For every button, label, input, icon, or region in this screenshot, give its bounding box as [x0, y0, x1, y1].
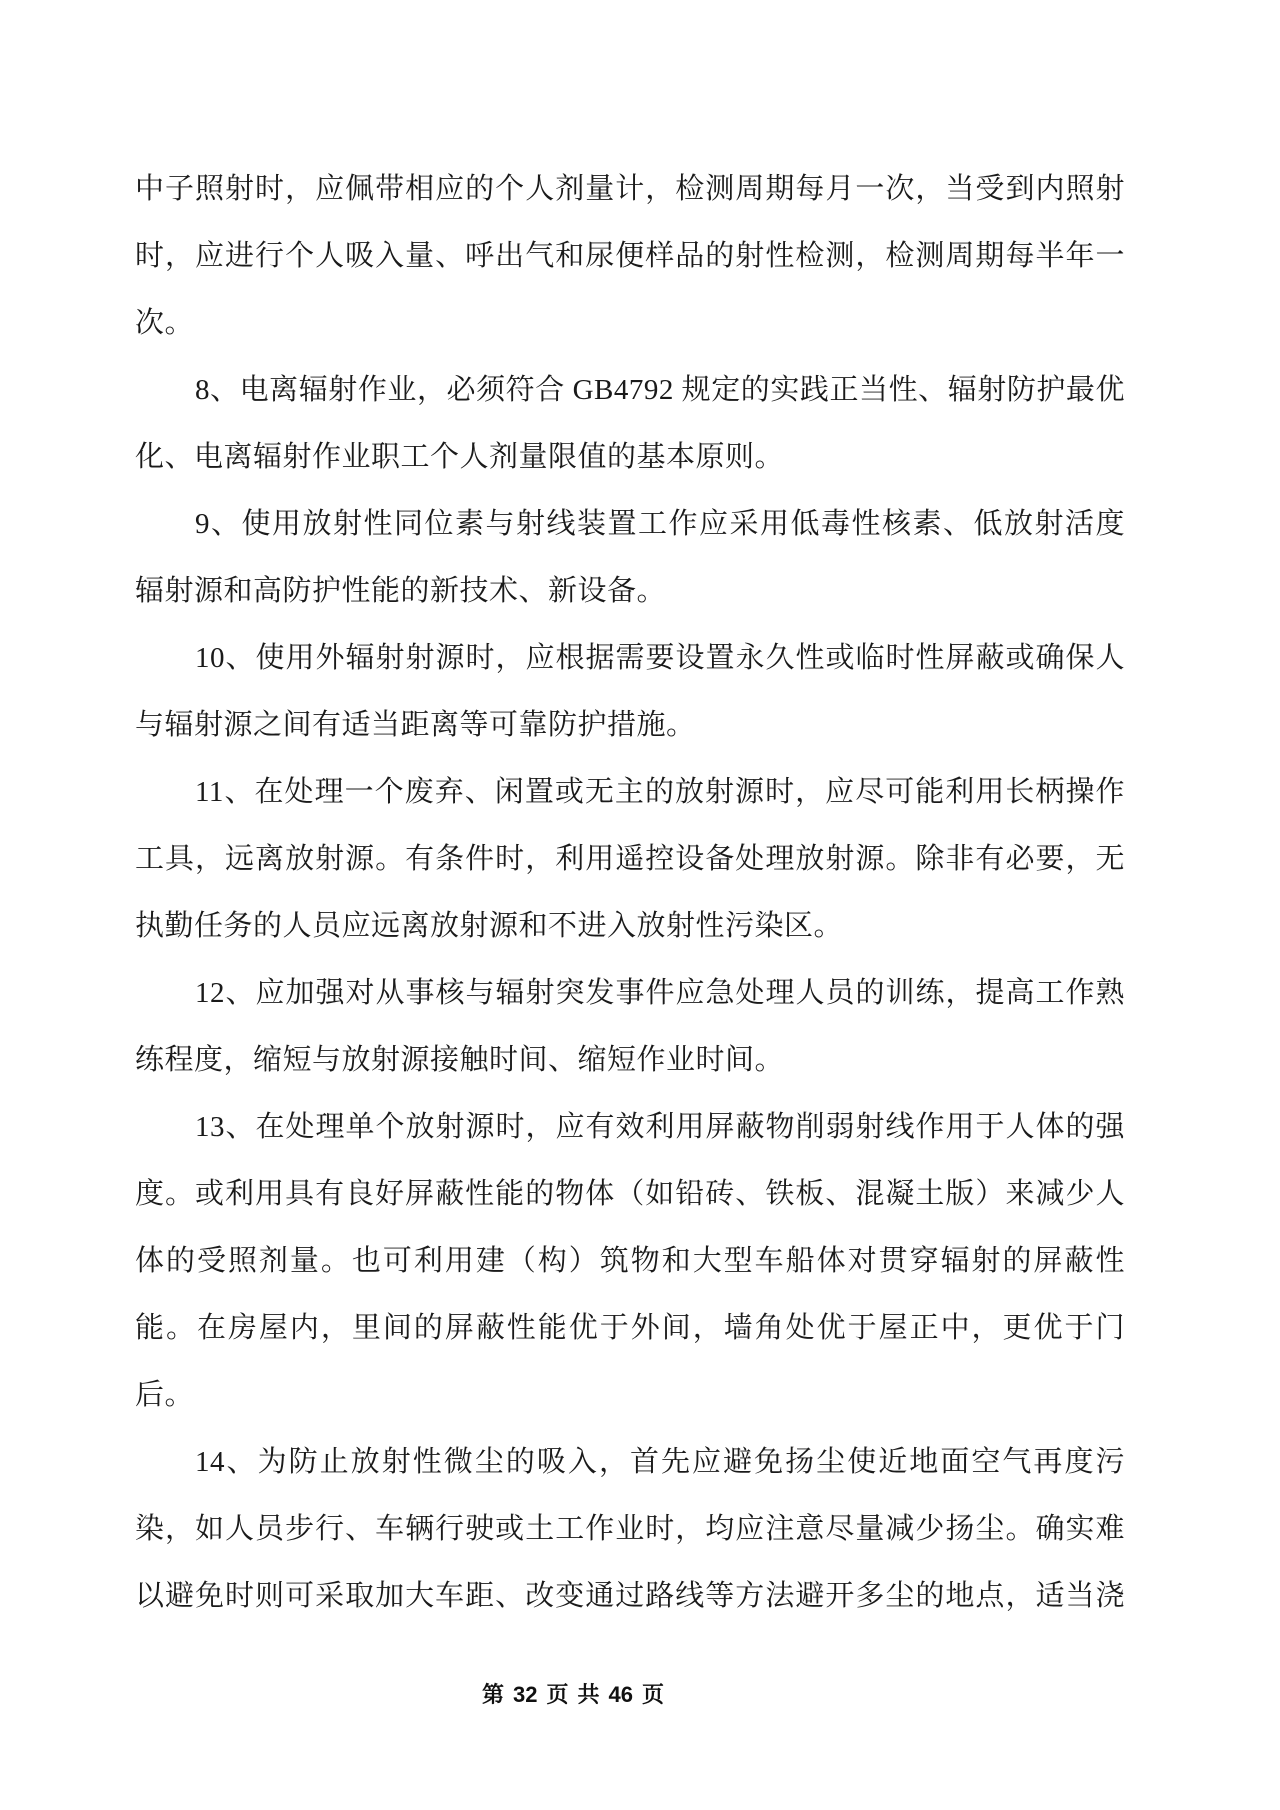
text-line: 体的受照剂量。也可利用建（构）筑物和大型车船体对贯穿辐射的屏蔽性	[135, 1245, 1125, 1277]
text-line: 度。或利用具有良好屏蔽性能的物体（如铅砖、铁板、混凝土版）来减少人	[135, 1178, 1125, 1210]
paragraph-item-12	[135, 960, 1125, 1094]
footer-current-page: 32	[513, 1682, 538, 1707]
text-line: 14、为防止放射性微尘的吸入，首先应避免扬尘使近地面空气再度污	[195, 1446, 1125, 1478]
text-line: 与辐射源之间有适当距离等可靠防护措施。	[135, 709, 696, 741]
text-line: 化、电离辐射作业职工个人剂量限值的基本原则。	[135, 441, 785, 473]
paragraph-item-13	[135, 1094, 1125, 1429]
document-body	[135, 156, 1125, 1630]
text-line: 中子照射时，应佩带相应的个人剂量计，检测周期每月一次，当受到内照射	[135, 173, 1125, 205]
text-line: 工具，远离放射源。有条件时，利用遥控设备处理放射源。除非有必要，无	[135, 843, 1125, 875]
paragraph-item-10	[135, 625, 1125, 759]
footer-label-di: 第	[482, 1682, 505, 1707]
text-line: 以避免时则可采取加大车距、改变通过路线等方法避开多尘的地点，适当浇	[135, 1580, 1125, 1612]
page-number-footer	[482, 1680, 664, 1710]
footer-label-ye: 页	[546, 1682, 569, 1707]
text-line: 练程度，缩短与放射源接触时间、缩短作业时间。	[135, 1044, 785, 1076]
text-line: 辐射源和高防护性能的新技术、新设备。	[135, 575, 667, 607]
text-line: 后。	[135, 1379, 195, 1411]
text-line: 能。在房屋内，里间的屏蔽性能优于外间，墙角处优于屋正中，更优于门	[135, 1312, 1125, 1344]
text-line: 8、电离辐射作业，必须符合 GB4792 规定的实践正当性、辐射防护最优	[195, 374, 1125, 406]
paragraph-item-9	[135, 491, 1125, 625]
footer-label-ye2: 页	[642, 1682, 665, 1707]
footer-label-gong: 共	[577, 1682, 600, 1707]
text-line: 13、在处理单个放射源时，应有效利用屏蔽物削弱射线作用于人体的强	[195, 1111, 1125, 1143]
text-line: 11、在处理一个废弃、闲置或无主的放射源时，应尽可能利用长柄操作	[195, 776, 1125, 808]
paragraph-dosimetry-continuation	[135, 156, 1125, 357]
text-line: 染，如人员步行、车辆行驶或土工作业时，均应注意尽量减少扬尘。确实难	[135, 1513, 1125, 1545]
text-line: 10、使用外辐射射源时，应根据需要设置永久性或临时性屏蔽或确保人	[195, 642, 1125, 674]
paragraph-item-14	[135, 1429, 1125, 1630]
footer-total-pages: 46	[608, 1682, 634, 1707]
text-line: 执勤任务的人员应远离放射源和不进入放射性污染区。	[135, 910, 844, 942]
paragraph-item-8	[135, 357, 1125, 491]
text-line: 时，应进行个人吸入量、呼出气和尿便样品的射性检测，检测周期每半年一	[135, 240, 1125, 272]
text-line: 12、应加强对从事核与辐射突发事件应急处理人员的训练，提高工作熟	[195, 977, 1125, 1009]
paragraph-item-11	[135, 759, 1125, 960]
text-line: 次。	[135, 307, 195, 339]
text-line: 9、使用放射性同位素与射线装置工作应采用低毒性核素、低放射活度	[195, 508, 1125, 540]
